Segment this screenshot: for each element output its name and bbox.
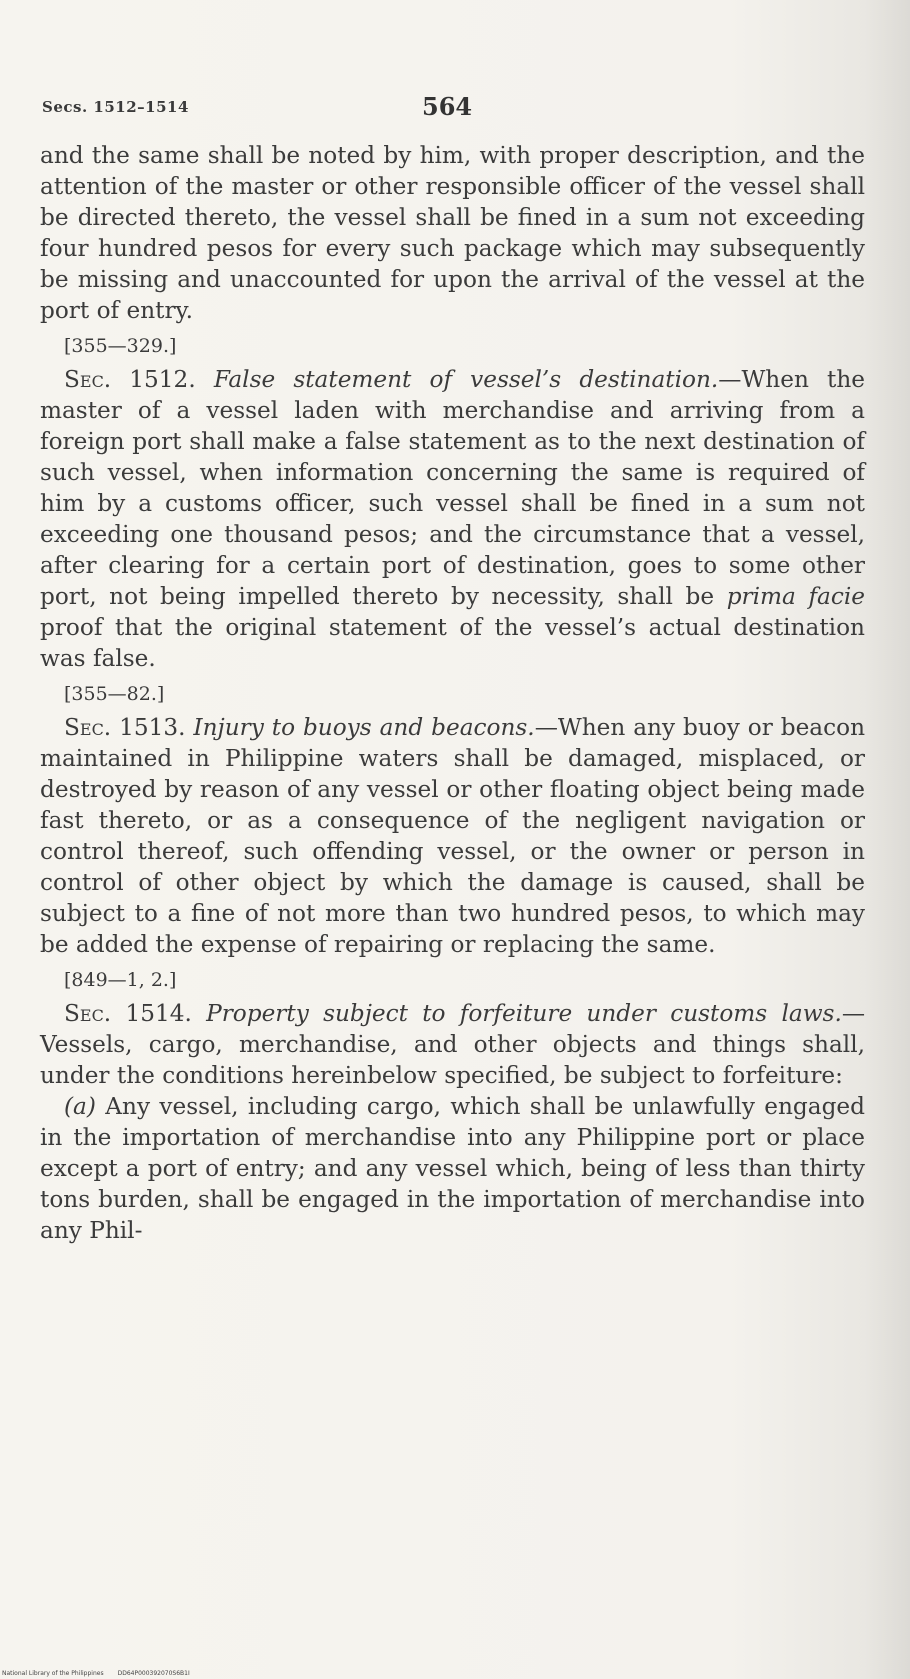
clause-a [40, 1091, 865, 1246]
section-title: Property subject to forfeiture under customs laws. [206, 1000, 842, 1027]
clause-label: (a) [64, 1093, 96, 1120]
section-text: —Vessels, cargo, merchandise, and other objects and things shall, under the conditions hereinbelow specified, be subject to forfeiture: [40, 1000, 865, 1089]
body-text [40, 140, 865, 1246]
citation: [355—82.] [64, 683, 165, 705]
section-label: Sec. 1514. [64, 1000, 192, 1027]
citation: [849—1, 2.] [64, 969, 177, 991]
section-1512 [40, 364, 865, 674]
library-name: National Library of the Philippines [2, 1670, 104, 1677]
section-1514 [40, 998, 865, 1091]
running-header [42, 92, 882, 122]
latin-term: prima facie [726, 583, 865, 610]
section-label: Sec. 1513. [64, 714, 186, 741]
section-text: —When any buoy or beacon maintained in Philippine waters shall be damaged, misplaced, or destroyed by reason of any vessel or other floating object being made fast thereto, or as a consequence of the negligent navigation or control thereof, such offending vessel, or the owner or person in control of other object by which the damage is caused, shall be subject to a fine of not more than two hundred pesos, to which may be added the expense of repairing or replacing the same. [40, 714, 866, 958]
scan-code: DD64P000392070S6B1I [117, 1670, 190, 1677]
section-title: False statement of vessel’s destination. [213, 366, 719, 393]
section-title: Injury to buoys and beacons. [193, 714, 535, 741]
scan-footer [2, 1670, 204, 1677]
clause-text: Any vessel, including cargo, which shall be unlawfully engaged in the importation of merchandise into any Philippine port or place except a port of entry; and any vessel which, being of less than thirty tons burden, shall be engaged in the importation of merchandise into any Phil- [40, 1093, 865, 1244]
section-label: Sec. 1512. [64, 366, 196, 393]
section-text: —When the master of a vessel laden with merchandise and arriving from a foreign port shall make a false statement as to the next destination of such vessel, when information concerning the same is required of him by a customs officer, such vessel shall be fined in a sum not exceeding one thousand pesos; and the circumstance that a vessel, after clearing for a certain port of destination, goes to some other port, not being impelled thereto by necessity, shall be [40, 366, 865, 610]
citation: [355—329.] [64, 335, 177, 357]
page-number: 564 [422, 92, 473, 121]
section-text: proof that the original statement of the vessel’s actual destination was false. [40, 614, 865, 672]
paragraph-continued: and the same shall be noted by him, with proper description, and the attention of the master or other responsible officer of the vessel shall be directed thereto, the vessel shall be fined in a sum not exceeding four hundred pesos for every such package which may subsequently be missing and unaccounted for upon the arrival of the vessel at the port of entry. [40, 142, 865, 324]
section-1513 [40, 712, 865, 960]
section-range: Secs. 1512–1514 [42, 98, 189, 116]
